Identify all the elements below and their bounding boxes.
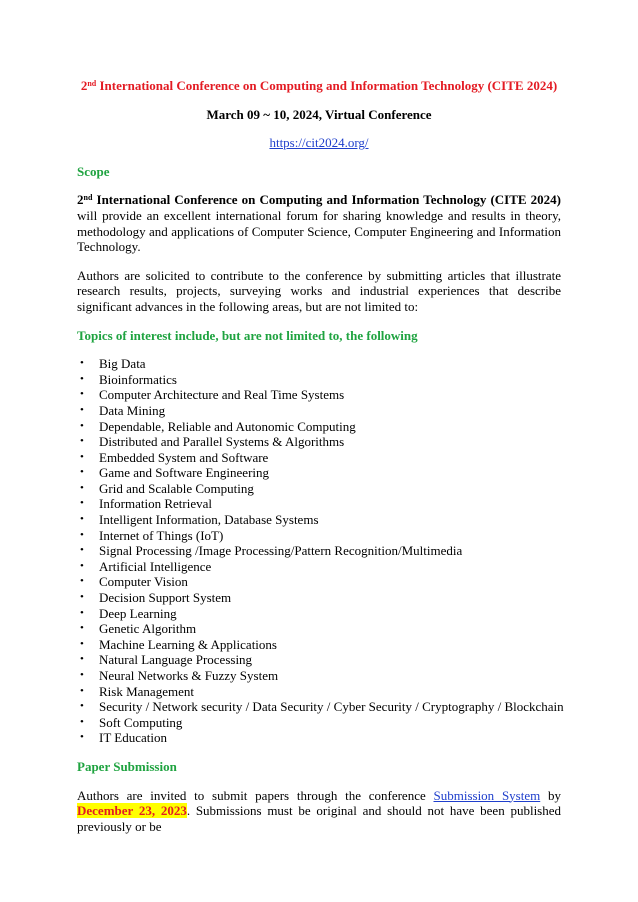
topic-list-item: [77, 372, 561, 388]
bullet-icon: •: [80, 544, 84, 557]
title-ordinal-number: 2: [80, 78, 88, 93]
topic-label: Internet of Things (IoT): [99, 527, 224, 543]
topic-list-item: [77, 590, 561, 606]
topic-list-item: [77, 684, 561, 700]
scope-paragraph-1: [77, 192, 561, 254]
topic-list-item: [77, 715, 561, 731]
bullet-icon: •: [80, 731, 84, 744]
bullet-icon: •: [80, 653, 84, 666]
topic-label: Data Mining: [99, 402, 166, 418]
scope-intro-bold: [77, 192, 561, 207]
topic-label: Information Retrieval: [99, 496, 212, 512]
topic-list-item: [77, 621, 561, 637]
topic-label: Natural Language Processing: [99, 652, 253, 668]
conference-url-line: [77, 135, 561, 151]
topic-list-item: [77, 419, 561, 435]
submission-text-after: . Submissions must be original and should not have been published previously or be: [77, 803, 562, 834]
bullet-icon: •: [80, 700, 84, 713]
paper-submission-heading: Paper Submission: [77, 758, 177, 774]
bullet-icon: •: [80, 528, 84, 541]
topic-label: Embedded System and Software: [99, 449, 269, 465]
scope-intro-ordinal: 2: [77, 192, 84, 208]
bullet-icon: •: [80, 559, 84, 572]
topic-label: Soft Computing: [99, 714, 183, 730]
scope-intro-ordinal-suffix: nd: [83, 193, 93, 203]
topic-list-item: [77, 387, 561, 403]
scope-intro-bold-text: International Conference on Computing and Information Technology (CITE 2024): [92, 192, 561, 208]
topic-label: Computer Architecture and Real Time Systems: [99, 387, 345, 403]
topic-list-item: [77, 543, 561, 559]
topic-list-item: [77, 450, 561, 466]
topic-list-item: [77, 356, 561, 372]
topic-list-item: [77, 481, 561, 497]
bullet-icon: •: [80, 372, 84, 385]
topic-label: Artificial Intelligence: [99, 558, 212, 574]
scope-paragraph-2: Authors are solicited to contribute to the conference by submitting articles that illustrate research results, projects, surveying works and industrial experiences that describe significant advances in the following areas, but are not limited to:: [77, 267, 561, 314]
submission-system-link[interactable]: Submission System: [433, 787, 541, 803]
topic-label: Bioinformatics: [99, 371, 177, 387]
topic-list-item: [77, 574, 561, 590]
bullet-icon: •: [80, 575, 84, 588]
topic-list-item: [77, 465, 561, 481]
bullet-icon: •: [80, 357, 84, 370]
conference-title: [77, 78, 561, 94]
submission-text-before-link: Authors are invited to submit papers through the conference: [77, 787, 434, 803]
topic-list-item: [77, 730, 561, 746]
topic-label: Neural Networks & Fuzzy System: [99, 668, 279, 683]
topic-label: Grid and Scalable Computing: [99, 480, 254, 496]
bullet-icon: •: [80, 466, 84, 479]
topic-label: Security / Network security / Data Security / Cyber Security / Cryptography / Blockchain: [99, 699, 564, 715]
topic-label: Intelligent Information, Database Systems: [99, 512, 319, 528]
submission-text-by: by: [540, 787, 561, 803]
bullet-icon: •: [80, 591, 84, 604]
bullet-icon: •: [80, 684, 84, 697]
title-text: International Conference on Computing and Information Technology (CITE 2024): [96, 78, 558, 93]
topic-label: Game and Software Engineering: [99, 465, 270, 481]
bullet-icon: •: [80, 419, 84, 432]
topic-list-item: [77, 403, 561, 419]
bullet-icon: •: [80, 403, 84, 416]
bullet-icon: •: [80, 388, 84, 401]
bullet-icon: •: [80, 715, 84, 728]
topic-list-item: [77, 652, 561, 668]
topic-label: Risk Management: [99, 683, 194, 699]
topic-label: IT Education: [99, 730, 167, 746]
conference-url-link[interactable]: https://cit2024.org/: [269, 135, 369, 151]
topic-list-item: [77, 699, 564, 715]
topic-label: Machine Learning & Applications: [99, 636, 277, 652]
topic-list-item: [77, 637, 561, 653]
topic-list-item: [77, 559, 561, 575]
bullet-icon: •: [80, 497, 84, 510]
topic-label: Decision Support System: [99, 590, 232, 606]
bullet-icon: •: [80, 669, 84, 681]
bullet-icon: •: [80, 435, 84, 448]
document-page: [77, 78, 564, 834]
topic-label: Big Data: [99, 356, 146, 372]
topic-list-item: [77, 528, 561, 544]
bullet-icon: •: [80, 622, 84, 635]
topic-list-item: [77, 496, 561, 512]
bullet-icon: •: [80, 513, 84, 526]
topics-heading: Topics of interest include, but are not limited to, the following: [77, 327, 418, 343]
topic-label: Signal Processing /Image Processing/Pattern Recognition/Multimedia: [99, 543, 463, 559]
bullet-icon: •: [80, 606, 84, 619]
topic-label: Genetic Algorithm: [99, 621, 197, 637]
scope-heading: Scope: [77, 163, 110, 179]
topic-list-item: [77, 606, 561, 622]
title-ordinal-suffix: nd: [87, 79, 97, 88]
topic-label: Computer Vision: [99, 574, 188, 590]
conference-date-venue: March 09 ~ 10, 2024, Virtual Conference: [206, 106, 432, 122]
scope-intro-rest: will provide an excellent international forum for sharing knowledge and results in theory, methodology and applications of Computer Science, Computer Engineering and Information Technology.: [77, 207, 561, 255]
topic-label: Deep Learning: [99, 605, 177, 621]
paper-submission-paragraph: [77, 788, 561, 835]
topic-list-item: [77, 512, 561, 528]
topic-list-item: [77, 434, 561, 450]
submission-deadline: December 23, 2023: [77, 803, 187, 819]
topic-label: Distributed and Parallel Systems & Algorithms: [99, 434, 345, 450]
topic-label: Dependable, Reliable and Autonomic Computing: [99, 418, 356, 434]
topics-list: [77, 356, 564, 746]
bullet-icon: •: [80, 637, 84, 650]
topic-list-item: [77, 668, 561, 684]
bullet-icon: •: [80, 481, 84, 494]
bullet-icon: •: [80, 450, 84, 463]
